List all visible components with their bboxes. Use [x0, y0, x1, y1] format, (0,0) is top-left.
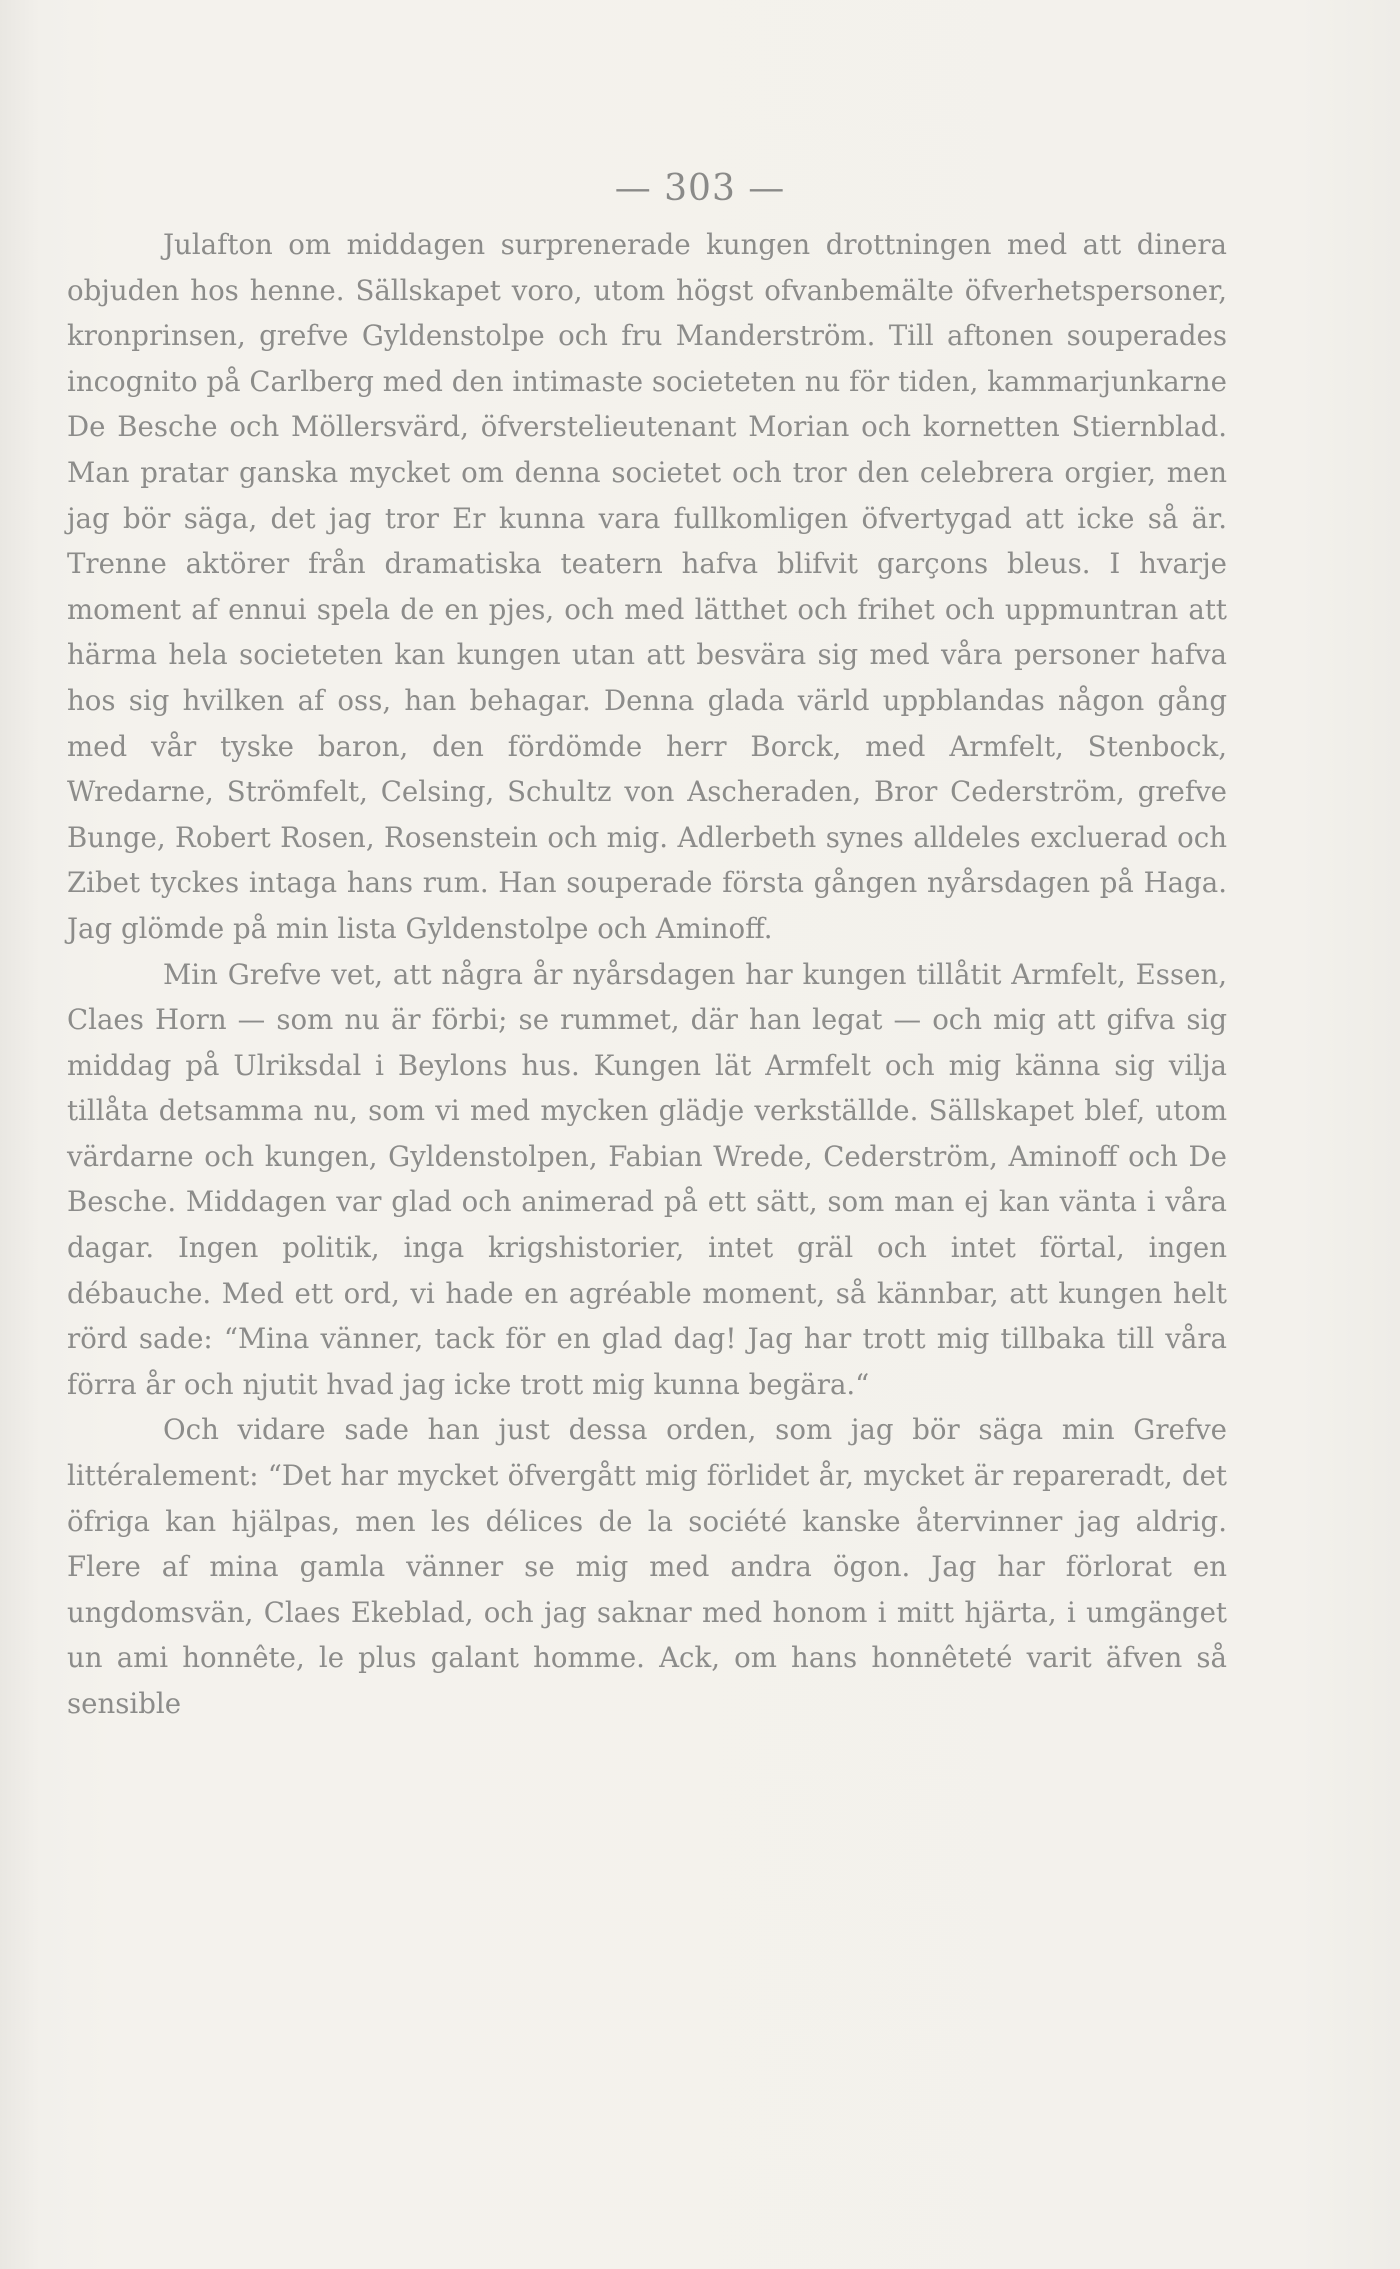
paragraph-3: Och vidare sade han just dessa orden, som jag bör säga min Grefve littéralement: “Det har mycket öfvergått mig förlidet år, mycket är repareradt, det öfriga kan hjälpas, men les délices de la société kanske återvinner jag aldrig. Flere af mina gamla vänner se mig med andra ögon. Jag har förlorat en ungdomsvän, Claes Ekeblad, och jag saknar med honom i mitt hjärta, i umgänget un ami honnête, le plus galant homme. Ack, om hans honnêteté varit äfven så sensible [67, 1413, 1227, 1720]
page-number: — 303 — [614, 168, 786, 209]
paragraph-1: Julafton om middagen surprenerade kungen drottningen med att dinera objuden hos henne. Sällskapet voro, utom högst ofvanbemälte öfverhetspersoner, kronprinsen, grefve Gyldenstolpe och fru Manderström. Till aftonen souperades incognito på Carlberg med den intimaste societeten nu för tiden, kammarjunkarne De Besche och Möllersvärd, öfverstelieutenant Morian och kornetten Stiernblad. Man pratar ganska mycket om denna societet och tror den celebrera orgier, men jag bör säga, det jag tror Er kunna vara fullkomligen öfvertygad att icke så är. Trenne aktörer från dramatiska teatern hafva blifvit garçons bleus. I hvarje moment af ennui spela de en pjes, och med lätthet och frihet och uppmuntran att härma hela societeten kan kungen utan att besvära sig med våra personer hafva hos sig hvilken af oss, han behagar. Denna glada värld uppblandas någon gång med vår tyske baron, den fördömde herr Borck, med Armfelt, Stenbock, Wredarne, Strömfelt, Celsing, Schultz von Ascheraden, Bror Cederström, grefve Bunge, Robert Rosen, Rosenstein och mig. Adlerbeth synes alldeles excluerad och Zibet tyckes intaga hans rum. Han souperade första gången nyårsdagen på Haga. Jag glömde på min lista Gyldenstolpe och Aminoff. [67, 228, 1227, 945]
body-text [67, 222, 1227, 1727]
paragraph-2: Min Grefve vet, att några år nyårsdagen har kungen tillåtit Armfelt, Essen, Claes Horn — som nu är förbi; se rummet, där han legat — och mig att gifva sig middag på Ulriksdal i Beylons hus. Kungen lät Armfelt och mig känna sig vilja tillåta detsamma nu, som vi med mycken glädje verkställde. Sällskapet blef, utom värdarne och kungen, Gyldenstolpen, Fabian Wrede, Cederström, Aminoff och De Besche. Middagen var glad och animerad på ett sätt, som man ej kan vänta i våra dagar. Ingen politik, inga krigshistorier, intet gräl och intet förtal, ingen débauche. Med ett ord, vi hade en agréable moment, så kännbar, att kungen helt rörd sade: “Mina vänner, tack för en glad dag! Jag har trott mig tillbaka till våra förra år och njutit hvad jag icke trott mig kunna begära.“ [67, 957, 1227, 1401]
